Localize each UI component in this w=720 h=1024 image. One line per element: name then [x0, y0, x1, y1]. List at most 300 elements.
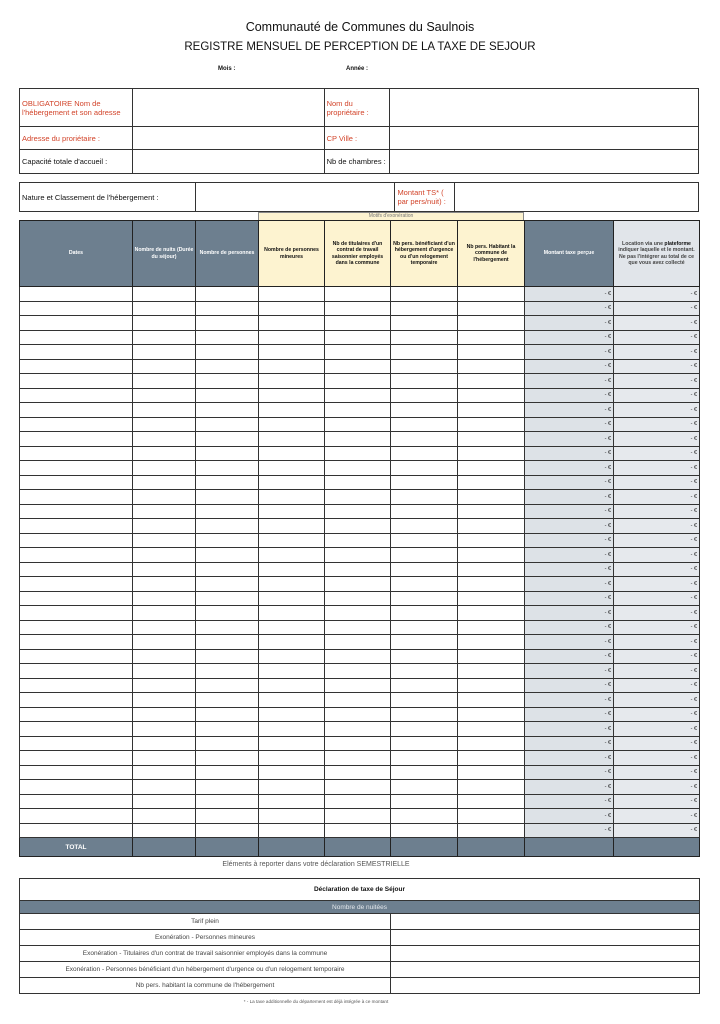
nom-hebergement-field[interactable] [132, 89, 324, 127]
entry-cell[interactable] [325, 736, 391, 751]
entry-cell[interactable] [196, 461, 259, 476]
entry-cell[interactable] [20, 345, 133, 360]
entry-cell[interactable] [20, 504, 133, 519]
entry-cell[interactable] [391, 301, 458, 316]
entry-cell[interactable] [196, 548, 259, 563]
entry-cell[interactable] [325, 432, 391, 447]
entry-cell[interactable] [391, 432, 458, 447]
entry-cell[interactable] [325, 751, 391, 766]
entry-cell[interactable] [259, 562, 325, 577]
entry-cell[interactable] [391, 780, 458, 795]
entry-cell[interactable] [133, 330, 196, 345]
entry-cell[interactable] [259, 345, 325, 360]
entry-cell[interactable] [391, 620, 458, 635]
entry-cell[interactable] [20, 417, 133, 432]
plateforme-cell: - € [614, 403, 700, 418]
entry-cell[interactable] [259, 301, 325, 316]
entry-cell[interactable] [259, 722, 325, 737]
entry-cell[interactable] [133, 316, 196, 331]
entry-cell[interactable] [325, 823, 391, 838]
decl-row-field[interactable] [391, 946, 700, 962]
entry-cell[interactable] [325, 562, 391, 577]
table-row [20, 809, 700, 824]
entry-cell[interactable] [259, 432, 325, 447]
entry-cell[interactable] [325, 693, 391, 708]
entry-cell[interactable] [458, 722, 525, 737]
entry-cell[interactable] [325, 403, 391, 418]
entry-cell[interactable] [133, 678, 196, 693]
entry-cell[interactable] [259, 780, 325, 795]
nature-field[interactable] [195, 183, 395, 212]
entry-cell[interactable] [133, 519, 196, 534]
entry-cell[interactable] [196, 519, 259, 534]
entry-cell[interactable] [458, 620, 525, 635]
entry-cell[interactable] [458, 388, 525, 403]
entry-cell[interactable] [259, 606, 325, 621]
entry-cell[interactable] [133, 475, 196, 490]
entry-cell[interactable] [133, 446, 196, 461]
entry-cell[interactable] [20, 751, 133, 766]
entry-cell[interactable] [325, 809, 391, 824]
entry-cell[interactable] [259, 809, 325, 824]
entry-cell[interactable] [391, 359, 458, 374]
entry-cell[interactable] [20, 794, 133, 809]
entry-cell[interactable] [391, 577, 458, 592]
entry-cell[interactable] [259, 475, 325, 490]
entry-cell[interactable] [20, 707, 133, 722]
entry-cell[interactable] [259, 533, 325, 548]
plateforme-cell: - € [614, 823, 700, 838]
entry-cell[interactable] [259, 519, 325, 534]
entry-cell[interactable] [458, 316, 525, 331]
entry-cell[interactable] [196, 490, 259, 505]
entry-cell[interactable] [133, 591, 196, 606]
entry-cell[interactable] [259, 374, 325, 389]
entry-cell[interactable] [196, 780, 259, 795]
entry-cell[interactable] [196, 635, 259, 650]
entry-cell[interactable] [133, 606, 196, 621]
nom-hebergement-label: OBLIGATOIRE Nom de l'hébergement et son adresse [20, 89, 133, 127]
entry-cell[interactable] [458, 287, 525, 302]
entry-cell[interactable] [391, 533, 458, 548]
entry-cell[interactable] [196, 316, 259, 331]
entry-cell[interactable] [133, 823, 196, 838]
entry-cell[interactable] [196, 562, 259, 577]
entry-cell[interactable] [259, 678, 325, 693]
entry-cell[interactable] [196, 794, 259, 809]
entry-cell[interactable] [20, 403, 133, 418]
entry-cell[interactable] [20, 649, 133, 664]
entry-cell[interactable] [391, 504, 458, 519]
entry-cell[interactable] [325, 765, 391, 780]
entry-cell[interactable] [325, 330, 391, 345]
entry-cell[interactable] [391, 823, 458, 838]
entry-cell[interactable] [458, 345, 525, 360]
entry-cell[interactable] [20, 548, 133, 563]
entry-cell[interactable] [391, 475, 458, 490]
entry-cell[interactable] [20, 780, 133, 795]
entry-cell[interactable] [325, 577, 391, 592]
entry-cell[interactable] [259, 620, 325, 635]
entry-cell[interactable] [458, 649, 525, 664]
entry-cell[interactable] [458, 635, 525, 650]
entry-cell[interactable] [458, 562, 525, 577]
entry-cell[interactable] [196, 533, 259, 548]
entry-cell[interactable] [259, 577, 325, 592]
entry-cell[interactable] [458, 823, 525, 838]
entry-cell[interactable] [133, 693, 196, 708]
entry-cell[interactable] [133, 461, 196, 476]
entry-cell[interactable] [133, 707, 196, 722]
entry-cell[interactable] [391, 707, 458, 722]
entry-cell[interactable] [196, 809, 259, 824]
nb-chambres-field[interactable] [389, 150, 698, 174]
entry-cell[interactable] [325, 519, 391, 534]
entry-cell[interactable] [458, 591, 525, 606]
entry-cell[interactable] [259, 359, 325, 374]
entry-cell[interactable] [325, 707, 391, 722]
entry-cell[interactable] [458, 606, 525, 621]
entry-cell[interactable] [20, 736, 133, 751]
nature-table [19, 182, 699, 212]
entry-cell[interactable] [391, 287, 458, 302]
entry-cell[interactable] [20, 475, 133, 490]
entry-cell[interactable] [196, 330, 259, 345]
entry-cell[interactable] [20, 301, 133, 316]
entry-cell[interactable] [20, 533, 133, 548]
entry-cell[interactable] [196, 345, 259, 360]
entry-cell[interactable] [325, 461, 391, 476]
entry-cell[interactable] [196, 693, 259, 708]
entry-cell[interactable] [133, 359, 196, 374]
entry-cell[interactable] [20, 359, 133, 374]
entry-cell[interactable] [259, 794, 325, 809]
entry-cell[interactable] [391, 562, 458, 577]
entry-cell[interactable] [20, 577, 133, 592]
footnote: * - La taxe additionnelle du département est déjà intégrée à ce montant [243, 999, 389, 1004]
entry-cell[interactable] [325, 591, 391, 606]
col-dates: Dates [20, 221, 133, 287]
entry-cell[interactable] [458, 461, 525, 476]
page-title: Communauté de Communes du Saulnois [245, 20, 475, 34]
entry-cell[interactable] [391, 649, 458, 664]
entry-cell[interactable] [458, 432, 525, 447]
entry-cell[interactable] [196, 475, 259, 490]
entry-cell[interactable] [458, 359, 525, 374]
entry-cell[interactable] [325, 533, 391, 548]
entry-cell[interactable] [196, 664, 259, 679]
entry-cell[interactable] [391, 374, 458, 389]
entry-cell[interactable] [196, 722, 259, 737]
entry-cell[interactable] [196, 359, 259, 374]
entry-cell[interactable] [259, 751, 325, 766]
entry-cell[interactable] [196, 736, 259, 751]
entry-cell[interactable] [259, 504, 325, 519]
entry-cell[interactable] [259, 649, 325, 664]
entry-cell[interactable] [133, 388, 196, 403]
entry-cell[interactable] [325, 345, 391, 360]
entry-cell[interactable] [196, 707, 259, 722]
entry-cell[interactable] [391, 519, 458, 534]
entry-cell[interactable] [133, 765, 196, 780]
entry-cell[interactable] [196, 591, 259, 606]
decl-row-field[interactable] [391, 962, 700, 978]
entry-cell[interactable] [391, 606, 458, 621]
entry-cell[interactable] [391, 591, 458, 606]
entry-cell[interactable] [458, 403, 525, 418]
entry-cell[interactable] [259, 417, 325, 432]
entry-cell[interactable] [458, 504, 525, 519]
table-row [20, 635, 700, 650]
entry-cell[interactable] [391, 446, 458, 461]
entry-cell[interactable] [20, 461, 133, 476]
entry-cell[interactable] [133, 794, 196, 809]
total-cell [525, 838, 614, 857]
entry-cell[interactable] [196, 374, 259, 389]
entry-cell[interactable] [133, 562, 196, 577]
entry-cell[interactable] [458, 751, 525, 766]
entry-cell[interactable] [458, 475, 525, 490]
entry-cell[interactable] [196, 751, 259, 766]
entry-cell[interactable] [20, 823, 133, 838]
entry-cell[interactable] [458, 548, 525, 563]
table-row [20, 417, 700, 432]
entry-cell[interactable] [133, 649, 196, 664]
entry-cell[interactable] [458, 374, 525, 389]
entry-cell[interactable] [325, 649, 391, 664]
entry-cell[interactable] [196, 504, 259, 519]
entry-cell[interactable] [325, 301, 391, 316]
entry-cell[interactable] [20, 316, 133, 331]
entry-cell[interactable] [259, 635, 325, 650]
entry-cell[interactable] [133, 736, 196, 751]
entry-cell[interactable] [20, 635, 133, 650]
entry-cell[interactable] [20, 330, 133, 345]
entry-cell[interactable] [325, 388, 391, 403]
entry-cell[interactable] [20, 620, 133, 635]
decl-row-field[interactable] [391, 914, 700, 930]
entry-cell[interactable] [133, 751, 196, 766]
entry-cell[interactable] [259, 693, 325, 708]
montant-cell: - € [525, 345, 614, 360]
entry-cell[interactable] [391, 765, 458, 780]
entry-cell[interactable] [259, 461, 325, 476]
entry-cell[interactable] [259, 591, 325, 606]
entry-cell[interactable] [20, 490, 133, 505]
total-cell [614, 838, 700, 857]
entry-cell[interactable] [325, 794, 391, 809]
entry-cell[interactable] [259, 446, 325, 461]
entry-cell[interactable] [196, 388, 259, 403]
entry-cell[interactable] [458, 301, 525, 316]
entry-cell[interactable] [20, 519, 133, 534]
entry-cell[interactable] [325, 475, 391, 490]
entry-cell[interactable] [391, 722, 458, 737]
entry-cell[interactable] [259, 707, 325, 722]
entry-cell[interactable] [458, 446, 525, 461]
entry-cell[interactable] [458, 780, 525, 795]
entry-cell[interactable] [458, 664, 525, 679]
entry-cell[interactable] [133, 577, 196, 592]
entry-cell[interactable] [391, 316, 458, 331]
entry-cell[interactable] [20, 809, 133, 824]
entry-cell[interactable] [391, 693, 458, 708]
entry-cell[interactable] [133, 287, 196, 302]
entry-cell[interactable] [133, 432, 196, 447]
entry-cell[interactable] [196, 649, 259, 664]
entry-cell[interactable] [325, 548, 391, 563]
entry-cell[interactable] [20, 722, 133, 737]
capacite-field[interactable] [132, 150, 324, 174]
montant-cell: - € [525, 519, 614, 534]
entry-cell[interactable] [325, 606, 391, 621]
decl-row-field[interactable] [391, 978, 700, 994]
entry-cell[interactable] [391, 794, 458, 809]
entry-cell[interactable] [391, 736, 458, 751]
entry-cell[interactable] [391, 345, 458, 360]
entry-cell[interactable] [325, 374, 391, 389]
montant-cell: - € [525, 693, 614, 708]
entry-cell[interactable] [325, 287, 391, 302]
entry-cell[interactable] [325, 620, 391, 635]
entry-cell[interactable] [325, 359, 391, 374]
entry-cell[interactable] [391, 548, 458, 563]
entry-cell[interactable] [133, 504, 196, 519]
entry-cell[interactable] [391, 461, 458, 476]
table-row [20, 765, 700, 780]
entry-cell[interactable] [259, 548, 325, 563]
entry-cell[interactable] [458, 809, 525, 824]
entry-cell[interactable] [458, 693, 525, 708]
entry-cell[interactable] [325, 678, 391, 693]
plateforme-text-c: indiquer laquelle et le montant. Ne pas l'intégrer au total de ce que vous avez collecté [618, 247, 695, 266]
entry-cell[interactable] [259, 490, 325, 505]
entry-cell[interactable] [133, 548, 196, 563]
entry-cell[interactable] [133, 533, 196, 548]
entry-cell[interactable] [196, 432, 259, 447]
cp-ville-field[interactable] [389, 127, 698, 150]
entry-cell[interactable] [325, 780, 391, 795]
entry-cell[interactable] [20, 678, 133, 693]
entry-cell[interactable] [259, 765, 325, 780]
entry-cell[interactable] [20, 765, 133, 780]
entry-cell[interactable] [133, 403, 196, 418]
entry-cell[interactable] [20, 664, 133, 679]
entry-cell[interactable] [196, 301, 259, 316]
entry-cell[interactable] [20, 388, 133, 403]
entry-cell[interactable] [133, 417, 196, 432]
plateforme-cell: - € [614, 519, 700, 534]
entry-cell[interactable] [325, 417, 391, 432]
entry-cell[interactable] [325, 722, 391, 737]
entry-cell[interactable] [391, 490, 458, 505]
entry-cell[interactable] [458, 490, 525, 505]
entry-cell[interactable] [196, 823, 259, 838]
entry-cell[interactable] [20, 693, 133, 708]
entry-cell[interactable] [133, 780, 196, 795]
entry-cell[interactable] [458, 794, 525, 809]
entry-cell[interactable] [133, 620, 196, 635]
col-personnes: Nombre de personnes [196, 221, 259, 287]
entry-cell[interactable] [391, 635, 458, 650]
entry-cell[interactable] [20, 606, 133, 621]
entry-cell[interactable] [20, 432, 133, 447]
entry-cell[interactable] [196, 606, 259, 621]
entry-cell[interactable] [133, 301, 196, 316]
entry-cell[interactable] [325, 635, 391, 650]
entry-cell[interactable] [391, 809, 458, 824]
montant-ts-field[interactable] [455, 183, 699, 212]
nom-proprietaire-field[interactable] [389, 89, 698, 127]
entry-cell[interactable] [458, 330, 525, 345]
entry-cell[interactable] [196, 765, 259, 780]
entry-cell[interactable] [325, 504, 391, 519]
plateforme-cell: - € [614, 591, 700, 606]
entry-cell[interactable] [196, 620, 259, 635]
entry-cell[interactable] [325, 316, 391, 331]
entry-cell[interactable] [458, 736, 525, 751]
entry-cell[interactable] [391, 330, 458, 345]
entry-cell[interactable] [391, 678, 458, 693]
entry-cell[interactable] [458, 678, 525, 693]
entry-cell[interactable] [259, 388, 325, 403]
entry-cell[interactable] [259, 664, 325, 679]
entry-cell[interactable] [458, 765, 525, 780]
entry-cell[interactable] [196, 577, 259, 592]
entry-cell[interactable] [196, 417, 259, 432]
entry-cell[interactable] [196, 287, 259, 302]
entry-cell[interactable] [133, 635, 196, 650]
entry-cell[interactable] [133, 809, 196, 824]
entry-cell[interactable] [196, 446, 259, 461]
entry-cell[interactable] [133, 664, 196, 679]
entry-cell[interactable] [259, 736, 325, 751]
entry-cell[interactable] [20, 446, 133, 461]
entry-cell[interactable] [391, 403, 458, 418]
entry-cell[interactable] [133, 374, 196, 389]
entry-cell[interactable] [133, 722, 196, 737]
entry-cell[interactable] [391, 664, 458, 679]
entry-cell[interactable] [133, 345, 196, 360]
entry-cell[interactable] [325, 446, 391, 461]
entry-cell[interactable] [458, 707, 525, 722]
adresse-proprietaire-field[interactable] [132, 127, 324, 150]
entry-cell[interactable] [20, 562, 133, 577]
entry-cell[interactable] [196, 403, 259, 418]
entry-cell[interactable] [259, 330, 325, 345]
entry-cell[interactable] [259, 403, 325, 418]
entry-cell[interactable] [458, 577, 525, 592]
entry-cell[interactable] [259, 316, 325, 331]
montant-cell: - € [525, 316, 614, 331]
entry-cell[interactable] [458, 417, 525, 432]
entry-cell[interactable] [133, 490, 196, 505]
entry-cell[interactable] [325, 664, 391, 679]
entry-cell[interactable] [20, 287, 133, 302]
decl-row-field[interactable] [391, 930, 700, 946]
entry-cell[interactable] [458, 519, 525, 534]
entry-cell[interactable] [325, 490, 391, 505]
entry-cell[interactable] [259, 823, 325, 838]
entry-cell[interactable] [20, 374, 133, 389]
entry-cell[interactable] [391, 751, 458, 766]
entry-cell[interactable] [458, 533, 525, 548]
entry-cell[interactable] [259, 287, 325, 302]
entry-cell[interactable] [196, 678, 259, 693]
entry-cell[interactable] [391, 417, 458, 432]
entry-cell[interactable] [391, 388, 458, 403]
entry-cell[interactable] [20, 591, 133, 606]
